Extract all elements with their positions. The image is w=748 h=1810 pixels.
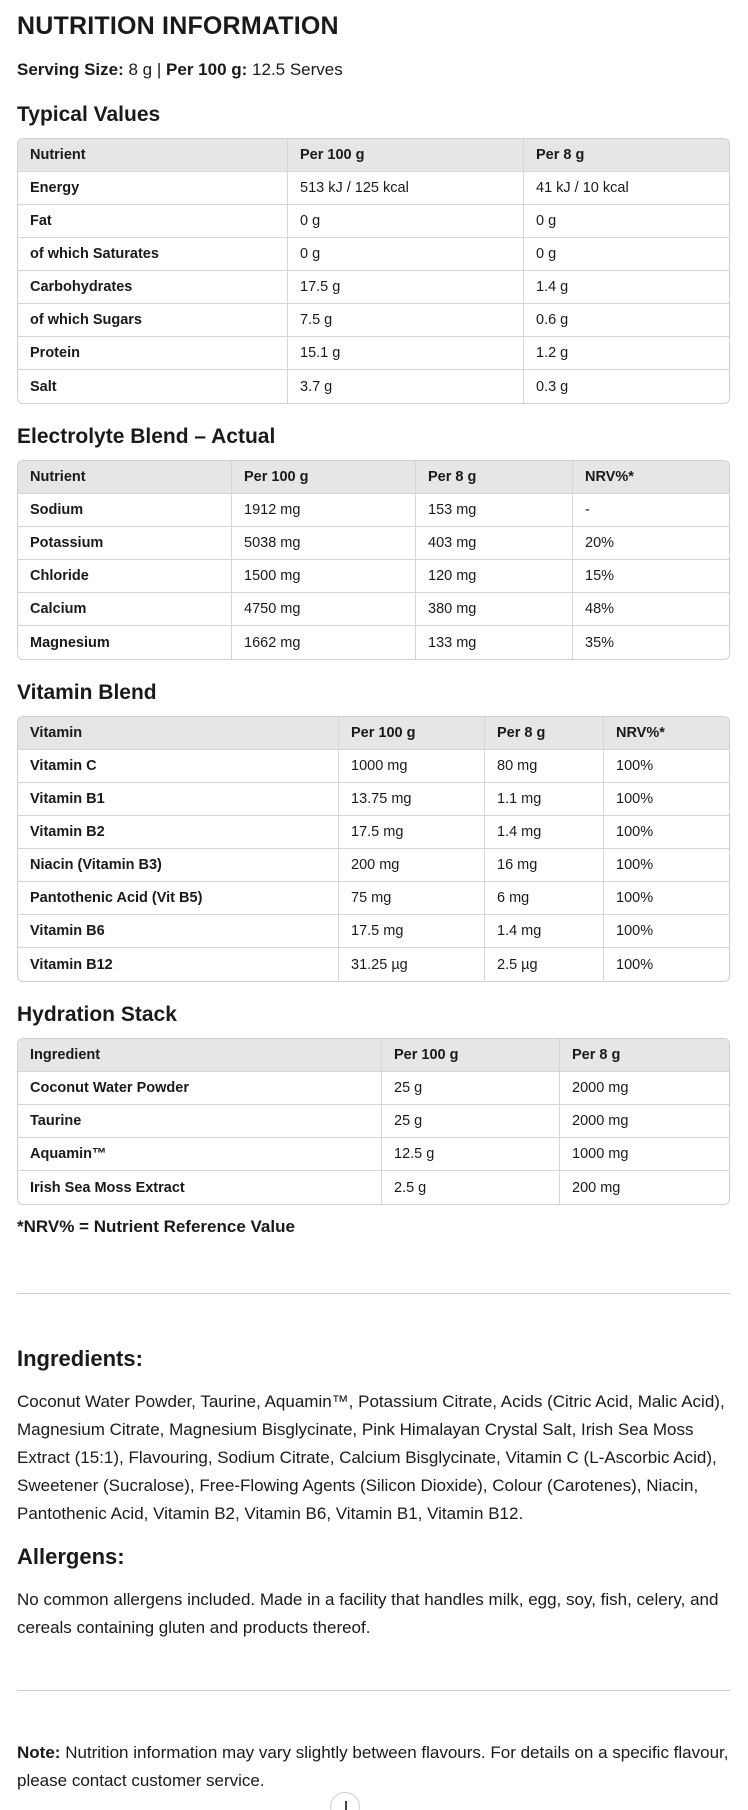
hydration-section (17, 998, 731, 1205)
value-cell: 2.5 g (382, 1171, 560, 1204)
value-cell: 100% (604, 750, 729, 783)
note (17, 1739, 731, 1795)
vitamin-name: Vitamin B6 (18, 915, 339, 948)
table-row (18, 915, 729, 948)
value-cell: 25 g (382, 1072, 560, 1105)
value-cell: 15.1 g (288, 337, 524, 370)
value-cell: 0 g (288, 205, 524, 238)
value-cell: 1912 mg (232, 494, 416, 527)
header-cell: NRV%* (573, 461, 729, 494)
header-cell: Vitamin (18, 717, 339, 750)
table-row (18, 783, 729, 816)
value-cell: 100% (604, 816, 729, 849)
value-cell: 1.2 g (524, 337, 729, 370)
nrv-footnote: *NRV% = Nutrient Reference Value (17, 1217, 295, 1236)
vitamin-name: Vitamin B2 (18, 816, 339, 849)
table-row (18, 1171, 729, 1204)
table-header (18, 717, 729, 750)
value-cell: 25 g (382, 1105, 560, 1138)
table-row (18, 271, 729, 304)
value-cell: 380 mg (416, 593, 573, 626)
header-cell: Per 8 g (416, 461, 573, 494)
nutrient-name: Magnesium (18, 626, 232, 659)
value-cell: 5038 mg (232, 527, 416, 560)
value-cell: 35% (585, 634, 615, 651)
table-row (18, 494, 729, 527)
value-cell: 1.4 mg (485, 915, 604, 948)
nutrient-name: Fat (18, 205, 288, 238)
value-cell: 48% (573, 593, 729, 626)
value-cell: 7.5 g (288, 304, 524, 337)
serving-size-value: 8 g (128, 60, 153, 79)
value-cell: 1662 mg (232, 626, 416, 659)
table-row (18, 205, 729, 238)
value-cell: 1500 mg (232, 560, 416, 593)
value-cell: 200 mg (339, 849, 485, 882)
table-header (18, 1039, 729, 1072)
table-row (18, 1105, 729, 1138)
page-title: NUTRITION INFORMATION (17, 12, 339, 40)
value-cell: 12.5 g (382, 1138, 560, 1171)
value-cell: 4750 mg (232, 593, 416, 626)
value-cell: 1.4 g (524, 271, 729, 304)
allergens-title: Allergens: (17, 1544, 125, 1569)
header-cell: Nutrient (18, 461, 232, 494)
value-cell: 17.5 g (288, 271, 524, 304)
nutrient-name: Energy (18, 172, 288, 205)
table-row (18, 882, 729, 915)
value-cell: 1.4 mg (485, 816, 604, 849)
header-cell: Nutrient (18, 139, 288, 172)
value-cell: 513 kJ / 125 kcal (288, 172, 524, 205)
value-cell: 100% (604, 915, 729, 948)
nutrient-name: Carbohydrates (18, 271, 288, 304)
table-row (18, 337, 729, 370)
value-cell: 1.1 mg (485, 783, 604, 816)
header-cell: NRV%* (604, 717, 729, 750)
ingredient-name: Taurine (18, 1105, 382, 1138)
value-cell: 13.75 mg (339, 783, 485, 816)
serving-size-label: Serving Size: (17, 60, 124, 79)
header-cell: Per 8 g (560, 1039, 729, 1072)
header-cell: Per 8 g (485, 717, 604, 750)
value-cell: 2000 mg (560, 1105, 729, 1138)
vitamin-name: Vitamin B12 (18, 948, 339, 981)
value-cell: 41 kJ / 10 kcal (524, 172, 729, 205)
nutrient-name: of which Sugars (18, 304, 288, 337)
serving-info (17, 60, 731, 82)
section-title-hydration: Hydration Stack (17, 1003, 177, 1026)
value-cell: 0 g (524, 238, 729, 271)
value-cell: 2.5 µg (485, 948, 604, 981)
electrolyte-section (17, 420, 731, 660)
header-cell: Per 100 g (382, 1039, 560, 1072)
value-cell: 6 mg (485, 882, 604, 915)
section-title-typical: Typical Values (17, 103, 161, 126)
header-cell: Per 100 g (232, 461, 416, 494)
vitamin-name: Vitamin C (18, 750, 339, 783)
vitamin-name: Vitamin B1 (18, 783, 339, 816)
nutrient-name: Chloride (18, 560, 232, 593)
table-row (18, 238, 729, 271)
value-cell: - (573, 494, 729, 527)
value-cell: 0 g (524, 205, 729, 238)
ingredient-name: Irish Sea Moss Extract (18, 1171, 382, 1204)
vitamin-name: Niacin (Vitamin B3) (18, 849, 339, 882)
nutrient-name: of which Saturates (18, 238, 288, 271)
allergens-text: No common allergens included. Made in a facility that handles milk, egg, soy, fish, celery, and cereals containing gluten and products thereof. (17, 1590, 719, 1637)
table-row (18, 560, 729, 593)
vitamin-table (17, 716, 730, 982)
table-row (18, 750, 729, 783)
value-cell: 80 mg (485, 750, 604, 783)
divider (17, 1293, 730, 1294)
typical-values-section (17, 98, 731, 404)
section-title-electrolyte: Electrolyte Blend – Actual (17, 425, 276, 448)
value-cell: 0 g (288, 238, 524, 271)
note-text: Nutrition information may vary slightly between flavours. For details on a specific flavour, please contact customer service. (17, 1743, 729, 1790)
value-cell: 403 mg (416, 527, 573, 560)
header-cell: Ingredient (18, 1039, 382, 1072)
value-cell: 200 mg (572, 1179, 621, 1196)
table-row (18, 816, 729, 849)
value-cell: 0.6 g (524, 304, 729, 337)
value-cell: 1000 mg (339, 750, 485, 783)
nutrient-name: Salt (18, 370, 288, 403)
value-cell: 100% (604, 849, 729, 882)
value-cell: 1000 mg (560, 1138, 729, 1171)
value-cell: 31.25 µg (339, 948, 485, 981)
value-cell: 153 mg (416, 494, 573, 527)
nutrient-name: Protein (18, 337, 288, 370)
ingredients-title: Ingredients: (17, 1346, 143, 1371)
value-cell: 2000 mg (560, 1072, 729, 1105)
hydration-table (17, 1038, 730, 1205)
header-cell: Per 100 g (288, 139, 524, 172)
value-cell: 75 mg (339, 882, 485, 915)
note-label: Note: (17, 1743, 61, 1762)
value-cell: 20% (573, 527, 729, 560)
divider (17, 1690, 730, 1691)
value-cell: 133 mg (416, 626, 573, 659)
section-title-vitamin: Vitamin Blend (17, 681, 157, 704)
value-cell: 17.5 mg (339, 915, 485, 948)
vitamin-name: Pantothenic Acid (Vit B5) (18, 882, 339, 915)
value-cell: 100% (604, 783, 729, 816)
value-cell: 15% (573, 560, 729, 593)
header-cell: Per 8 g (524, 139, 729, 172)
value-cell: 16 mg (485, 849, 604, 882)
value-cell: 100% (616, 956, 654, 973)
table-row (18, 370, 729, 403)
table-row (18, 1072, 729, 1105)
vitamin-section (17, 676, 731, 982)
table-row (18, 1138, 729, 1171)
table-row (18, 626, 729, 659)
serving-separator: | (156, 60, 162, 79)
table-header (18, 139, 729, 172)
table-row (18, 527, 729, 560)
table-row (18, 593, 729, 626)
table-row (18, 304, 729, 337)
per-100g-value: 12.5 Serves (252, 60, 343, 79)
nutrient-name: Sodium (18, 494, 232, 527)
table-row (18, 948, 729, 981)
value-cell: 120 mg (416, 560, 573, 593)
table-row (18, 172, 729, 205)
nutrient-name: Potassium (18, 527, 232, 560)
header-cell: Per 100 g (339, 717, 485, 750)
ingredient-name: Coconut Water Powder (18, 1072, 382, 1105)
electrolyte-table (17, 460, 730, 660)
nutrient-name: Calcium (18, 593, 232, 626)
table-row (18, 849, 729, 882)
ingredients-text: Coconut Water Powder, Taurine, Aquamin™, Potassium Citrate, Acids (Citric Acid, Malic Acid), Magnesium Citrate, Magnesium Bisglycinate, Pink Himalayan Crystal Salt, Irish Sea Moss Extract (15:1), Flavouring, Sodium Citrate, Calcium Bisglycinate, Vitamin C (L-Ascorbic Acid), Sweetener (Sucralose), Free-Flowing Agents (Silicon Dioxide), Colour (Carotenes), Niacin, Pantothenic Acid, Vitamin B2, Vitamin B6, Vitamin B1, Vitamin B12. (17, 1392, 725, 1523)
value-cell: 0.3 g (536, 378, 569, 395)
arrow-up-icon (345, 1801, 347, 1810)
table-header (18, 461, 729, 494)
value-cell: 17.5 mg (339, 816, 485, 849)
value-cell: 3.7 g (288, 370, 524, 403)
typical-values-table (17, 138, 730, 404)
value-cell: 100% (604, 882, 729, 915)
ingredient-name: Aquamin™ (18, 1138, 382, 1171)
per-100g-label: Per 100 g: (166, 60, 248, 79)
